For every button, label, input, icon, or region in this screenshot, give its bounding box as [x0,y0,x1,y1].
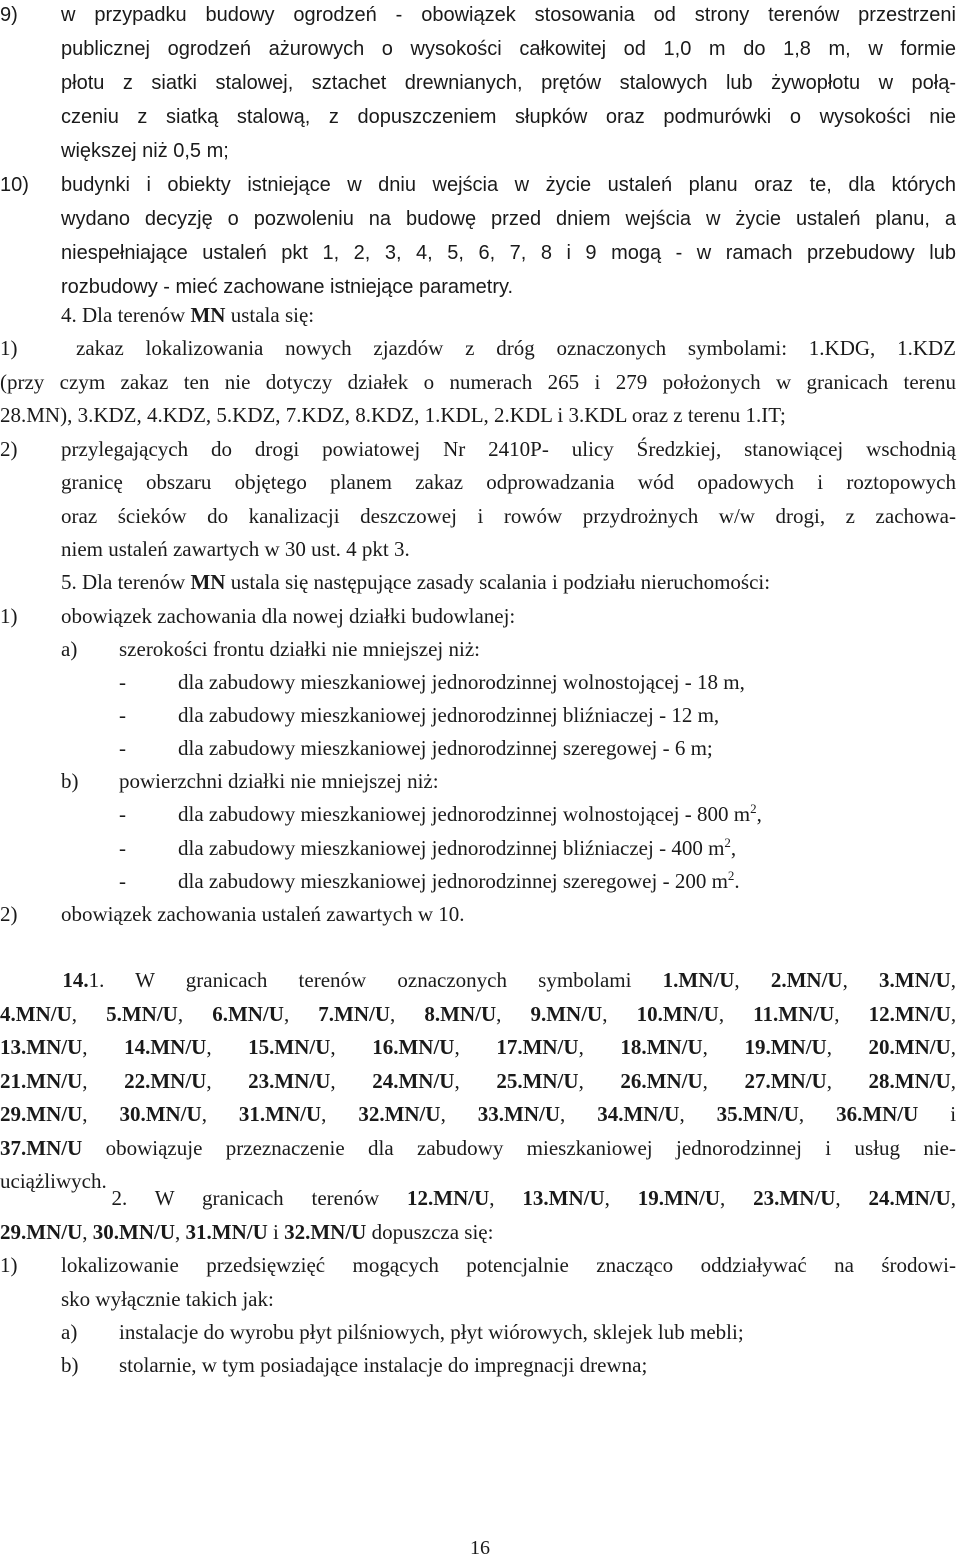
text-part: , [82,1102,120,1126]
text-line: niespełniające ustaleń pkt 1, 2, 3, 4, 5, 6, 7, 8 i 9 mogą - w ramach przebudowy lub [61,242,956,264]
superscript: 2 [750,801,757,816]
dash-marker: - [119,836,126,860]
text-part: , [454,1068,497,1093]
text-part: , [602,1001,637,1026]
text-line [0,1035,956,1060]
symbol-bold: 35.MN/U [716,1102,799,1126]
heading-bold: MN [190,303,226,327]
text-part: , [950,1068,957,1093]
symbol-bold: 30.MN/U [92,1220,175,1244]
symbol-bold: 13.MN/U [0,1035,83,1059]
symbol-bold: 12.MN/U [407,1186,490,1210]
text-part: , [734,968,771,992]
text-part: , [206,1068,249,1093]
superscript: 2 [724,835,731,850]
superscript: 2 [727,868,735,883]
text-part: , [489,1186,523,1210]
symbol-bold: 18.MN/U [620,1035,703,1059]
text-part: dla zabudowy mieszkaniowej jednorodzinnej bliźniaczej - 400 m [178,836,725,860]
text-part: , [390,1001,425,1026]
text-line: sko wyłącznie takich jak: [61,1287,274,1311]
text-part: 1. W granicach terenów oznaczonych symbolami [88,968,663,992]
dash-marker: - [119,670,126,694]
text-line: zakaz lokalizowania nowych zjazdów z dróg oznaczonych symbolami: 1.KDG, 1.KDZ [76,336,956,360]
symbol-bold: 31.MN/U [238,1102,322,1126]
symbol-bold: 7.MN/U [318,1001,391,1026]
text-line [0,1220,956,1245]
text-line: obowiązek zachowania ustaleń zawartych w 10. [61,902,465,926]
symbol-bold: 25.MN/U [496,1068,579,1093]
text-line [0,1069,956,1094]
text-line: lokalizowanie przedsięwzięć mogących potencjalnie znacząco oddziaływać na środowi- [61,1253,956,1277]
text-part: dopuszcza się: [366,1220,494,1244]
heading-part: ustala się: [225,303,315,327]
subitem-letter: a) [61,637,78,661]
text-part: , [177,1001,213,1026]
text-part: , [330,1035,373,1059]
symbol-bold: 1.MN/U [662,968,735,992]
text-line [178,802,762,827]
symbol-bold: 34.MN/U [597,1102,680,1126]
symbol-bold: 36.MN/U [836,1102,919,1126]
text-part: , [718,1001,754,1026]
text-part [0,968,62,992]
text-part: . [734,869,740,893]
text-line [0,1186,956,1211]
symbol-bold: 26.MN/U [620,1068,703,1093]
text-part: 2. W granicach terenów [0,1186,408,1210]
symbol-bold: 14.MN/U [124,1035,207,1059]
symbol-bold: 20.MN/U [868,1035,951,1059]
symbol-bold: 8.MN/U [424,1001,497,1026]
text-part: , [578,1068,621,1093]
text-line [0,968,956,993]
text-line: publicznej ogrodzeń ażurowych o wysokości całkowitej od 1,0 m do 1,8 m, w formie [61,38,956,60]
text-line [0,1136,956,1161]
text-part: , [82,1068,125,1093]
text-line [178,869,740,894]
symbol-bold: 5.MN/U [106,1001,178,1026]
heading-bold: MN [190,570,226,594]
text-part: , [798,1102,837,1126]
symbol-bold: 24.MN/U [372,1068,455,1093]
text-part: , [578,1035,621,1059]
text-line [0,1102,956,1127]
text-part: , [82,1220,93,1244]
text-line: powierzchni działki nie mniejszej niż: [119,769,439,793]
text-part: , [440,1102,478,1126]
text-line: budynki i obiekty istniejące w dniu wejścia w życie ustaleń planu oraz te, dla których [61,174,956,196]
text-part: , [560,1102,598,1126]
heading-text [61,303,314,328]
symbol-bold: 30.MN/U [119,1102,202,1126]
symbol-bold: 31.MN/U [185,1220,268,1244]
symbol-bold: 3.MN/U [879,968,951,992]
symbol-bold: 19.MN/U [744,1035,827,1059]
symbol-bold: 29.MN/U [0,1102,83,1126]
text-part: , [730,836,737,860]
text-part: , [175,1220,186,1244]
text-part: i [918,1102,957,1126]
symbol-bold: 27.MN/U [744,1068,827,1093]
text-part: , [283,1001,319,1026]
text-line: szerokości frontu działki nie mniejszej niż: [119,637,480,661]
dash-marker: - [119,736,126,760]
text-part: dla zabudowy mieszkaniowej jednorodzinnej szeregowej - 200 m [178,869,728,893]
text-line: rozbudowy - mieć zachowane istniejące parametry. [61,276,514,298]
item-number: 1) [0,604,18,628]
symbol-bold: 32.MN/U [284,1220,367,1244]
text-part: , [950,1186,957,1210]
text-part: , [950,1001,957,1026]
text-line: w przypadku budowy ogrodzeń - obowiązek stosowania od strony terenów przestrzeni [61,4,956,26]
text-part: , [201,1102,239,1126]
symbol-bold: 16.MN/U [372,1035,455,1059]
symbol-bold: 13.MN/U [522,1186,605,1210]
symbol-bold: 23.MN/U [248,1068,331,1093]
text-line: obowiązek zachowania dla nowej działki budowlanej: [61,604,516,628]
text-line [178,836,736,861]
text-part: , [835,1186,869,1210]
symbol-bold: 15.MN/U [248,1035,331,1059]
symbol-bold: 33.MN/U [477,1102,560,1126]
text-part: dla zabudowy mieszkaniowej jednorodzinnej wolnostojącej - 800 m [178,802,751,826]
symbol-bold: 24.MN/U [868,1186,951,1210]
text-line: wydano decyzję o pozwoleniu na budowę przed dniem wejścia w życie ustaleń planu, a [61,208,956,230]
text-line: 28.MN), 3.KDZ, 4.KDZ, 5.KDZ, 7.KDZ, 8.KDZ, 1.KDL, 2.KDL i 3.KDL oraz z terenu 1.IT; [0,403,786,427]
item-number: 2) [0,902,18,926]
symbol-bold: 32.MN/U [358,1102,441,1126]
heading-text [61,570,770,595]
symbol-bold: 9.MN/U [530,1001,603,1026]
text-part: , [826,1068,869,1093]
symbol-bold: 37.MN/U [0,1135,83,1160]
text-line: czeniu z siatką stalową, z dopuszczeniem słupków oraz podmurówki o wysokości nie [61,106,956,128]
text-line: granicę obszaru objętego planem zakaz odprowadzania wód opadowych i roztopowych [61,470,956,494]
symbol-bold: 6.MN/U [212,1001,284,1026]
text-line: niem ustaleń zawartych w 30 ust. 4 pkt 3. [61,537,410,561]
item-number: 2) [0,437,18,461]
heading-part: ustala się następujące zasady scalania i podziału nieruchomości: [225,570,771,594]
heading-part: 5. Dla terenów [61,570,191,594]
subitem-letter: b) [61,769,79,793]
text-line: dla zabudowy mieszkaniowej jednorodzinnej wolnostojącej - 18 m, [178,670,745,694]
symbol-bold: 11.MN/U [753,1001,835,1026]
text-line: większej niż 0,5 m; [61,140,229,162]
text-line: dla zabudowy mieszkaniowej jednorodzinnej bliźniaczej - 12 m, [178,703,720,727]
text-part: obowiązuje przeznaczenie dla zabudowy mieszkaniowej jednorodzinnej i usług nie- [82,1135,956,1160]
text-part: , [720,1186,754,1210]
text-part: , [950,1035,957,1059]
symbol-bold: 29.MN/U [0,1220,83,1244]
heading-part: 4. Dla terenów [61,303,191,327]
text-part: , [82,1035,125,1059]
symbol-bold: 4.MN/U [0,1001,72,1026]
item-number: 1) [0,1253,18,1277]
text-part: i [267,1220,285,1244]
text-part: , [679,1102,717,1126]
text-line: instalacje do wyrobu płyt pilśniowych, płyt wiórowych, sklejek lub mebli; [119,1320,744,1344]
symbol-bold: 19.MN/U [637,1186,721,1210]
symbol-bold: 23.MN/U [753,1186,836,1210]
text-part: uciążliwych. [0,1169,107,1193]
item-number: 9) [0,4,18,26]
symbol-bold: 10.MN/U [636,1001,719,1026]
page-number: 16 [470,1537,490,1559]
subitem-letter: b) [61,1353,79,1377]
text-part: , [454,1035,497,1059]
text-part: , [756,802,762,826]
symbol-bold: 14. [62,968,89,992]
symbol-bold: 12.MN/U [868,1001,951,1026]
text-part: , [834,1001,869,1026]
text-part: , [842,968,880,992]
text-line: przylegających do drogi powiatowej Nr 2410P- ulicy Średzkiej, stanowiącej wschodnią [61,437,956,461]
text-line: płotu z siatki stalowej, sztachet drewnianych, prętów stalowych lub żywopłotu w połą- [61,72,956,94]
text-part: , [826,1035,869,1059]
text-line: oraz ścieków do kanalizacji deszczowej i rowów przydrożnych w/w drogi, z zachowa- [61,504,956,528]
text-part: , [71,1001,107,1026]
dash-marker: - [119,869,126,893]
text-part: , [702,1068,745,1093]
symbol-bold: 28.MN/U [868,1068,951,1093]
symbol-bold: 2.MN/U [770,968,843,992]
item-number: 10) [0,174,29,196]
item-number: 1) [0,336,18,360]
text-part: , [702,1035,745,1059]
symbol-bold: 22.MN/U [124,1068,207,1093]
text-part: , [330,1068,373,1093]
dash-marker: - [119,802,126,826]
symbol-bold: 21.MN/U [0,1068,83,1093]
text-line: (przy czym zakaz ten nie dotyczy działek o numerach 265 i 279 położonych w granicach terenu [0,370,956,394]
text-part: , [206,1035,249,1059]
text-part: , [321,1102,359,1126]
text-part: , [950,968,957,992]
text-part: , [496,1001,531,1026]
symbol-bold: 17.MN/U [496,1035,579,1059]
text-part: , [604,1186,638,1210]
text-line [0,1002,956,1027]
text-line: dla zabudowy mieszkaniowej jednorodzinnej szeregowej - 6 m; [178,736,713,760]
subitem-letter: a) [61,1320,78,1344]
text-line: stolarnie, w tym posiadające instalacje do impregnacji drewna; [119,1353,648,1377]
dash-marker: - [119,703,126,727]
